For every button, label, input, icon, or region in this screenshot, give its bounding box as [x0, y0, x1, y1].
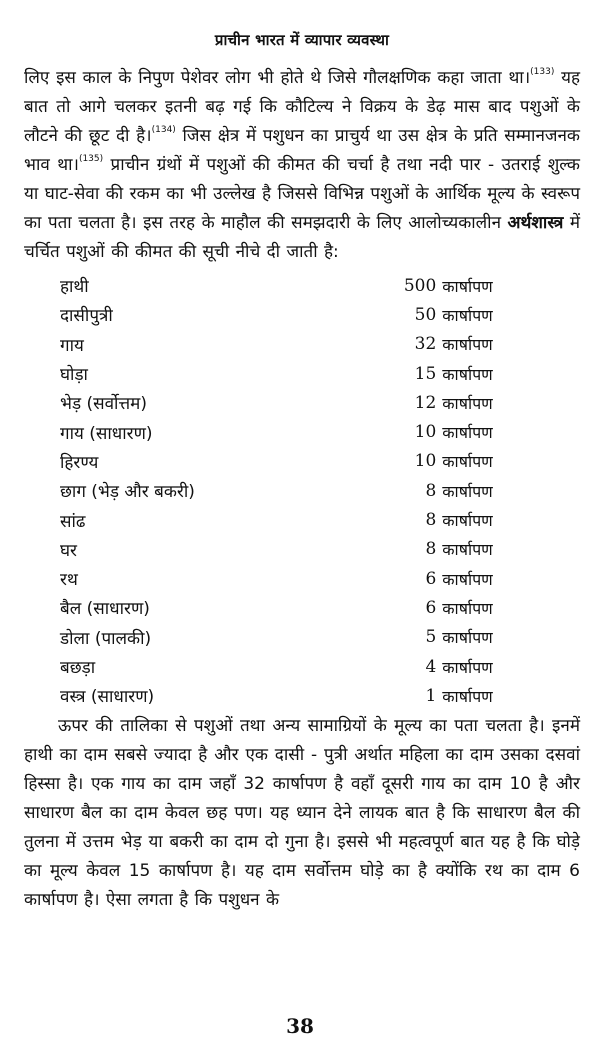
price-item: हाथी: [60, 277, 89, 298]
price-item: बैल (साधारण): [60, 599, 150, 620]
price-amount: 4: [425, 656, 437, 677]
price-row: [60, 388, 530, 417]
price-unit: कार्षापण: [442, 540, 493, 560]
price-unit: कार्षापण: [442, 481, 493, 501]
price-item: घोड़ा: [60, 365, 88, 386]
price-unit: कार्षापण: [442, 305, 493, 325]
price-item: सांढ: [60, 511, 86, 532]
price-amount: 8: [425, 510, 437, 531]
price-row: [60, 447, 530, 476]
price-amount: 10: [414, 422, 437, 443]
price-amount: 8: [425, 539, 437, 560]
price-unit: कार्षापण: [442, 657, 493, 677]
price-row: [60, 330, 530, 359]
arthashastra-term: अर्थशास्त्र: [507, 213, 564, 233]
paragraph-intro-part1: लिए इस काल के निपुण पेशेवर लोग भी होते थे जिसे गौलक्षणिक कहा जाता था।: [24, 68, 531, 88]
price-amount: 10: [414, 451, 437, 472]
price-row: [60, 593, 530, 622]
price-item: हिरण्य: [60, 452, 99, 473]
price-amount: 6: [425, 568, 437, 589]
price-amount: 8: [425, 480, 437, 501]
price-row: [60, 564, 530, 593]
price-unit: कार्षापण: [442, 423, 493, 443]
price-unit: कार्षापण: [442, 393, 493, 413]
page-number: 38: [286, 1014, 314, 1038]
footnote-ref-135: (135): [78, 154, 104, 164]
paragraph-intro-part5: में चर्चित पशुओं की कीमत की सूची नीचे दी जाती है:: [24, 213, 580, 262]
price-unit: कार्षापण: [442, 511, 493, 531]
price-amount: 6: [425, 597, 437, 618]
footnote-ref-133: (133): [530, 67, 555, 77]
price-row: [60, 505, 530, 534]
price-unit: कार्षापण: [442, 452, 493, 472]
price-unit: कार्षापण: [442, 276, 493, 296]
price-item: गाय: [60, 335, 84, 356]
price-row: [60, 652, 530, 681]
price-row: [60, 623, 530, 652]
price-item: डोला (पालकी): [60, 628, 152, 649]
price-item: रथ: [60, 570, 78, 591]
price-unit: कार्षापण: [442, 335, 493, 355]
paragraph-intro-part3: जिस क्षेत्र में पशुधन का प्राचुर्य था उस क्षेत्र के प्रति सम्मानजनक भाव था।: [24, 126, 580, 175]
price-amount: 50: [414, 304, 437, 325]
price-amount: 500: [403, 275, 437, 296]
price-unit: कार्षापण: [442, 628, 493, 648]
paragraph-intro-part2: यह बात तो आगे चलकर इतनी बढ़ गई कि कौटिल्य ने विक्रय के डेढ़ मास बाद पशुओं के लौटने की छूट दी है।: [24, 68, 580, 146]
running-title: प्राचीन भारत में व्यापार व्यवस्था: [214, 31, 390, 49]
price-unit: कार्षापण: [442, 598, 493, 618]
price-item: वस्त्र (साधारण): [60, 687, 155, 708]
price-unit: कार्षापण: [442, 364, 493, 384]
price-row: [60, 271, 530, 300]
price-unit: कार्षापण: [442, 686, 493, 706]
price-row: [60, 535, 530, 564]
price-item: दासीपुत्री: [60, 306, 113, 327]
price-amount: 32: [414, 334, 437, 355]
paragraph-analysis: ऊपर की तालिका से पशुओं तथा अन्य सामाग्रियों के मूल्य का पता चलता है। इनमें हाथी का दाम सबसे ज्यादा है और एक दासी - पुत्री अर्थात महिला का दाम उसका दसवां हिस्सा है। एक गाय का दाम जहाँ 32 कार्षापण है वहाँ दूसरी गाय का दाम 10 है और साधारण बैल का दाम केवल छह पण। यह ध्यान देने लायक बात है कि साधारण बैल की तुलना में उत्तम भेड़ या बकरी का दाम दो गुना है। इससे भी महत्वपूर्ण बात यह है कि घोड़े का मूल्य केवल 15 कार्षापण है। यह दाम सर्वोत्तम घोड़े का है क्योंकि रथ का दाम 6 कार्षापण है। ऐसा लगता है कि पशुधन के: [24, 716, 580, 911]
price-row: [60, 300, 530, 329]
price-item: छाग (भेड़ और बकरी): [60, 482, 195, 503]
footnote-ref-134: (134): [151, 125, 176, 135]
price-amount: 15: [414, 363, 437, 384]
price-item: गाय (साधारण): [60, 423, 153, 444]
paragraph-intro-part4: प्राचीन ग्रंथों में पशुओं की कीमत की चर्चा है तथा नदी पार - उतराई शुल्क या घाट-सेवा की रकम का भी उल्लेख है जिससे विभिन्न पशुओं के आर्थिक मूल्य के स्वरूप का पता चलता है। इस तरह के माहौल की समझदारी के लिए आलोच्यकालीन: [24, 155, 580, 233]
price-row: [60, 359, 530, 388]
price-item: भेड़ (सर्वोत्तम): [60, 394, 147, 415]
price-row: [60, 417, 530, 446]
price-amount: 12: [414, 392, 437, 413]
price-list-table: [60, 271, 530, 710]
price-item: बछड़ा: [60, 658, 96, 678]
price-unit: कार्षापण: [442, 569, 493, 589]
price-amount: 5: [425, 627, 437, 648]
price-amount: 1: [425, 685, 437, 706]
price-row: [60, 476, 530, 505]
paragraph-intro: [24, 64, 580, 267]
price-row: [60, 681, 530, 710]
price-item: घर: [60, 540, 77, 561]
